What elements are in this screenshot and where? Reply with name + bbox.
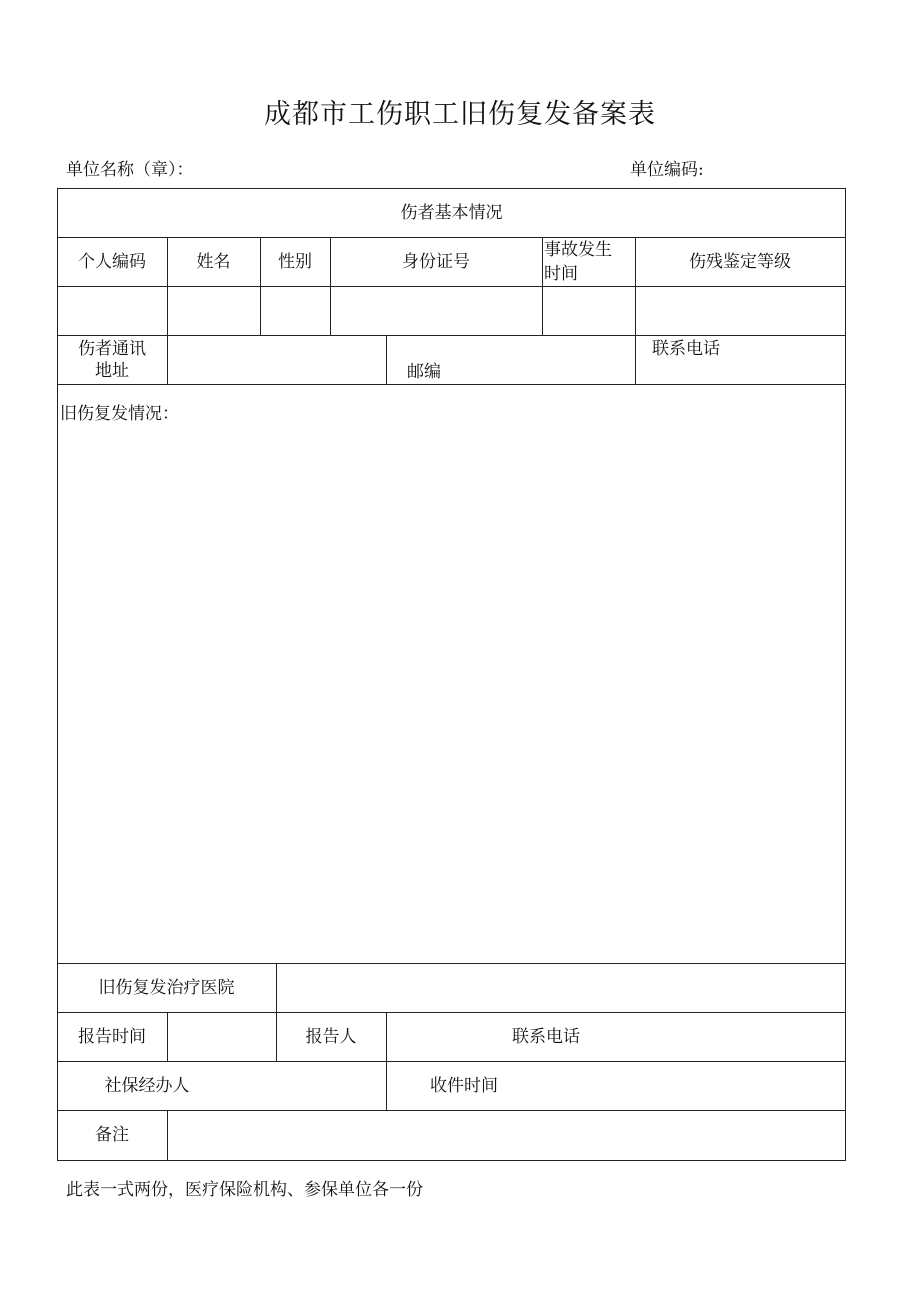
- unit-name-label: 单位名称（章）：: [66, 160, 194, 180]
- report-time-field[interactable]: [168, 1013, 275, 1060]
- report-time-label: 报告时间: [78, 1026, 146, 1047]
- table-line: [845, 188, 846, 1161]
- accident-time-field[interactable]: [543, 287, 634, 334]
- address-label: [57, 335, 167, 384]
- page-title: 成都市工伤职工旧伤复发备案表: [264, 99, 656, 130]
- table-line: [386, 335, 387, 384]
- social-handler-label: 社保经办人: [104, 1075, 190, 1096]
- id-number-field[interactable]: [331, 287, 541, 334]
- receive-time-label: 收件时间: [430, 1075, 498, 1096]
- recurrence-field[interactable]: [58, 430, 844, 960]
- reporter-label: 报告人: [305, 1026, 357, 1047]
- col-disability-grade: 伤残鉴定等级: [689, 251, 791, 272]
- section-basic-info: 伤者基本情况: [400, 202, 503, 223]
- footer-note: 此表一式两份，医疗保险机构、参保单位各一份: [66, 1180, 423, 1200]
- col-id-number: 身份证号: [402, 251, 470, 272]
- recurrence-label: 旧伤复发情况：: [60, 404, 179, 424]
- unit-code-label: 单位编码:: [630, 160, 704, 180]
- name-field[interactable]: [168, 287, 259, 334]
- col-gender: 性别: [278, 251, 312, 272]
- gender-field[interactable]: [261, 287, 329, 334]
- remarks-label: 备注: [95, 1125, 129, 1145]
- hospital-label: 旧伤复发治疗医院: [98, 977, 235, 998]
- address-label-line2: 地址: [95, 360, 129, 381]
- table-line: [57, 1160, 846, 1161]
- col-personal-code: 个人编码: [78, 251, 146, 272]
- col-name: 姓名: [196, 251, 231, 272]
- table-line: [635, 335, 636, 384]
- col-accident-time-line2: 时间: [544, 264, 578, 284]
- disability-grade-field[interactable]: [636, 287, 844, 334]
- address-label-line1: 伤者通讯: [78, 338, 146, 359]
- personal-code-field[interactable]: [58, 287, 166, 334]
- report-phone-label: 联系电话: [512, 1026, 580, 1047]
- remarks-field[interactable]: [168, 1111, 844, 1159]
- col-accident-time-line1: 事故发生: [544, 240, 612, 260]
- table-line: [57, 384, 846, 385]
- hospital-field[interactable]: [277, 964, 844, 1011]
- phone-label: 联系电话: [652, 339, 720, 359]
- address-field[interactable]: [168, 336, 385, 383]
- postcode-label: 邮编: [407, 362, 441, 382]
